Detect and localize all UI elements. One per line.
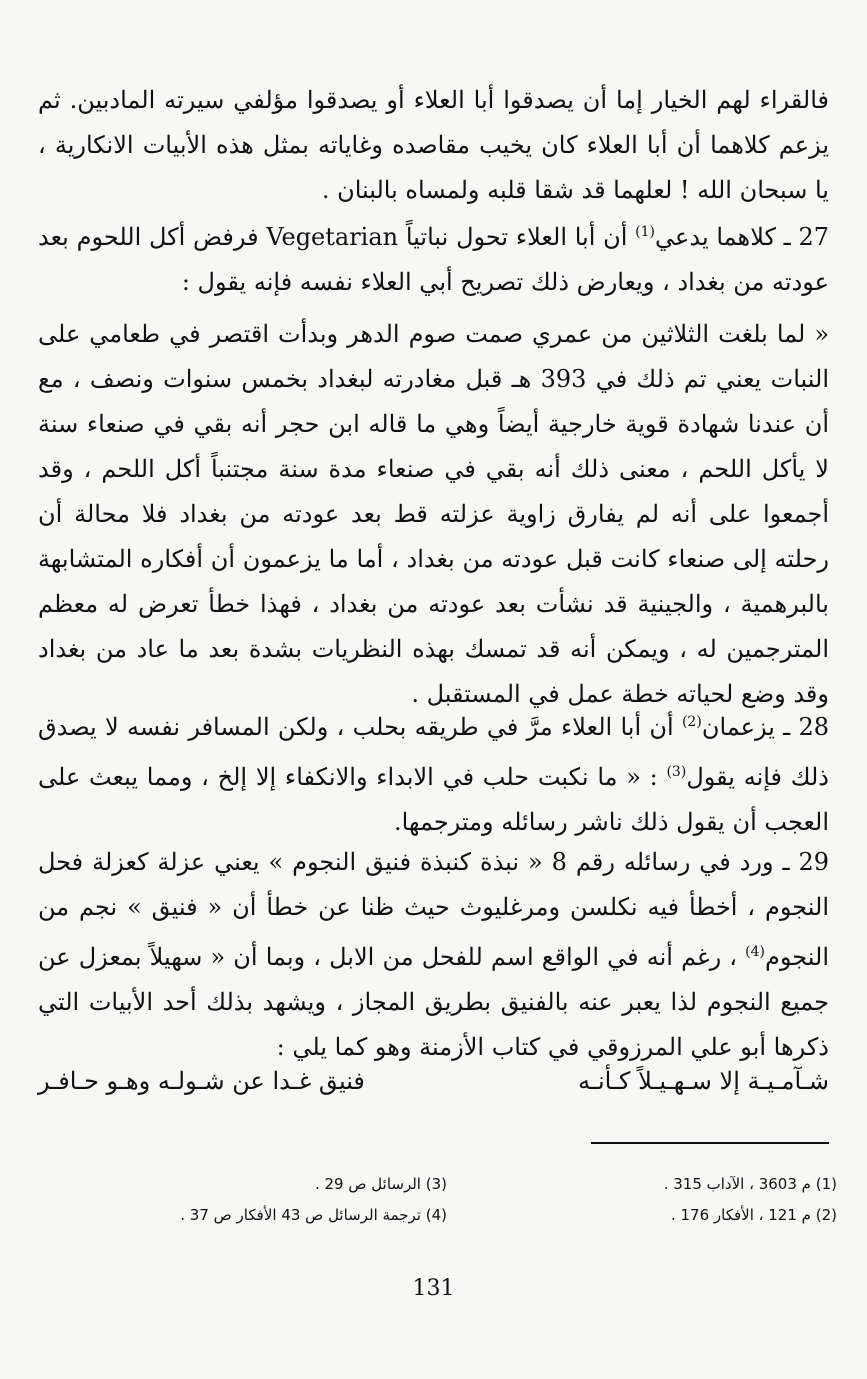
paragraph-intro: فالقراء لهم الخيار إما أن يصدقوا أبا العلاء أو يصدقوا مؤلفي سيرته المادبين. ثم يزعم كلاهما أن أبا العلاء كان يخيب مقاصده وغاياته بمثل هذه الأبيات الانكارية ، يا سبحان الله ! لعلهما قد شقا قلبه ولمساه بالبنان .	[38, 86, 829, 204]
footnote-ref-3: (3)	[666, 764, 687, 780]
paragraph-quote: « لما بلغت الثلاثين من عمري صمت صوم الدهر وبدأت اقتصر في طعامي على النبات يعني تم ذلك في 393 هـ قبل مغادرته لبغداد بخمس سنوات ونصف ، مع أن عندنا شهادة قوية خارجية أيضاً وهي ما قاله ابن حجر أنه بقي في صنعاء سنة لا يأكل اللحم ، معنى ذلك أنه بقي في صنعاء مدة سنة مجتنباً أكل اللحم ، وقد أجمعوا على أنه لم يفارق زاوية عزلته قط بعد عودته من بغداد فلا محالة أن رحلته إلى صنعاء كانت قبل عودته من بغداد ، أما ما يزعمون أن أفكاره المتشابهة بالبرهمية ، والجينية قد نشأت بعد عودته من بغداد ، فهذا خطأ تعرض له معظم المترجمين له ، ويمكن أنه قد تمسك بهذه النظريات بشدة بعد ما عاد من بغداد وقد وضع لحياته خطة عمل في المستقبل .	[38, 320, 829, 708]
paragraph-29	[38, 840, 829, 1070]
paragraph-28-rest: : « ما نكبت حلب في الابداء والانكفاء إلا إلخ ، ومما يبعث على العجب أن يقول ذلك ناشر رسائله ومترجمها.	[38, 763, 829, 836]
paragraph-28-middle: أن أبا العلاء مرَّ في طريقه بحلب ، ولكن المسافر نفسه لا يصدق ذلك فإنه يقول	[38, 713, 829, 791]
footnote-1: (1) م 3603 ، الآداب 315 .	[663, 1175, 837, 1193]
paragraph-27-start: 27 ـ كلاهما يدعي	[655, 223, 830, 251]
paragraph-28-start: 28 ـ يزعمان	[701, 713, 829, 741]
paragraph-28	[38, 700, 829, 845]
footnote-ref-1: (1)	[635, 224, 656, 240]
paragraph-29-start: 29 ـ ورد في رسائله رقم 8 « نبذة كنبذة فنيق النجوم » يعني عزلة كعزلة فحل النجوم ، أخطأ فيه نكلسن ومرغليوث حيث ظنا عن خطأ أن « فنيق » نجم من النجوم	[38, 848, 830, 971]
paragraph-27-rest: أن أبا العلاء تحول نباتياً Vegetarian فرفض أكل اللحوم بعد عودته من بغداد ، ويعارض ذلك تصريح أبي العلاء نفسه فإنه يقول :	[38, 223, 829, 296]
verse-second-hemistich: فنيق غـدا عن شـولـه وهـو حـافـر	[38, 1067, 365, 1095]
footnote-3: (3) الرسائل ص 29 .	[314, 1175, 447, 1193]
verse-first-hemistich: شـآمـيـة إلا سـهـيـلاً كـأنـه	[578, 1067, 829, 1095]
footnote-4: (4) ترجمة الرسائل ص 43 الأفكار ص 37 .	[180, 1206, 447, 1224]
footnote-2: (2) م 121 ، الأفكار 176 .	[670, 1206, 837, 1224]
page-number: 131	[412, 1276, 455, 1301]
footnote-ref-2: (2)	[681, 714, 702, 730]
paragraph-29-rest: ، رغم أنه في الواقع اسم للفحل من الابل ، وبما أن « سهيلاً بمعزل عن جميع النجوم لذا يعبر عنه بالفنيق بطريق المجاز ، ويشهد بذلك أحد الأبيات التي ذكرها أبو علي المرزوقي في كتاب الأزمنة وهو كما يلي :	[38, 943, 829, 1061]
footnote-divider	[591, 1142, 829, 1144]
paragraph-27	[38, 210, 829, 305]
poetry-verse	[38, 1067, 829, 1112]
footnote-ref-4: (4)	[745, 944, 766, 960]
